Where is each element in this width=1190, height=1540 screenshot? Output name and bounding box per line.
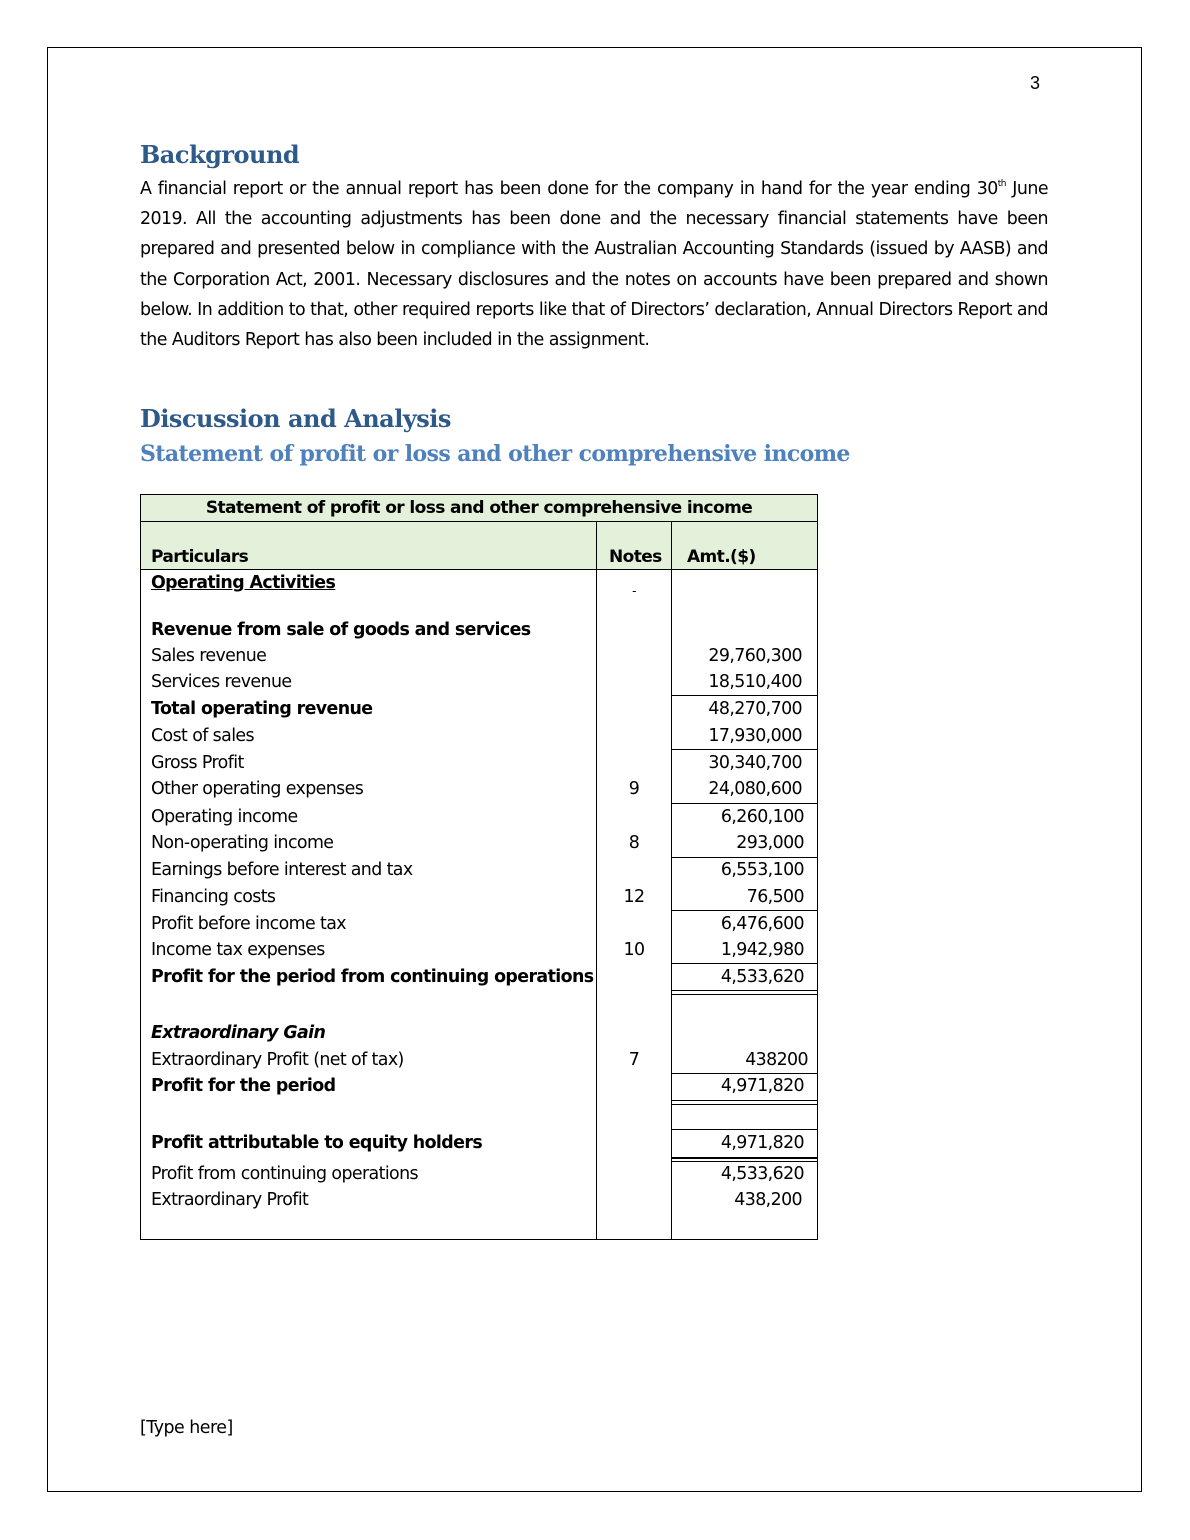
row-amount: 18,510,400	[708, 672, 802, 692]
table-row	[141, 1187, 817, 1213]
row-amount: 4,971,820	[720, 1133, 804, 1153]
row-label: Other operating expenses	[151, 779, 364, 799]
row-amount: 293,000	[736, 833, 804, 853]
row-amount: 30,340,700	[708, 753, 802, 773]
row-amount: 438200	[745, 1050, 808, 1070]
paragraph-text-2: June 2019. All the accounting adjustments has been done and the necessary financial statements have been prepared and presented below in compliance with the Australian Accounting Standards (issued by AASB) and the Corporation Act, 2001. Necessary disclosures and the notes on accounts have been prepared and shown below. In addition to that, other required reports like that of Directors’ declaration, Annual Directors Report and the Auditors Report has also been included in the assignment.	[140, 179, 1048, 351]
table-row	[141, 1161, 817, 1187]
row-amount: 438,200	[734, 1190, 802, 1210]
row-label: Profit for the period	[151, 1076, 336, 1096]
table-row	[141, 1020, 817, 1046]
row-amount: 4,971,820	[720, 1076, 804, 1096]
row-label: Services revenue	[151, 672, 292, 692]
table-row	[141, 750, 817, 776]
ordinal-suffix: th	[997, 179, 1006, 189]
table-row	[141, 696, 817, 722]
column-header-notes: Notes	[609, 547, 662, 567]
row-amount: 4,533,620	[720, 1164, 804, 1184]
row-amount: 6,260,100	[720, 807, 804, 827]
row-note: 12	[623, 887, 645, 907]
background-paragraph	[140, 174, 1048, 355]
table-row	[141, 669, 817, 695]
row-label: Extraordinary Gain	[151, 1023, 326, 1043]
row-amount: 17,930,000	[708, 726, 802, 746]
row-note: 10	[623, 940, 645, 960]
row-note: -	[632, 584, 636, 598]
table-header-row	[141, 522, 817, 570]
background-heading: Background	[140, 140, 300, 169]
table-row	[141, 964, 817, 990]
row-label: Gross Profit	[151, 753, 244, 773]
row-amount: 76,500	[746, 887, 804, 907]
row-label: Cost of sales	[151, 726, 254, 746]
total-double-line	[672, 990, 817, 995]
table-row	[141, 857, 817, 883]
income-statement-table	[140, 494, 818, 1240]
row-amount: 48,270,700	[708, 699, 802, 719]
table-row	[141, 570, 817, 596]
row-label: Extraordinary Profit (net of tax)	[151, 1050, 404, 1070]
row-amount: 29,760,300	[708, 646, 802, 666]
row-label: Profit for the period from continuing operations	[151, 967, 594, 987]
table-row	[141, 1130, 817, 1156]
total-double-line	[672, 1100, 817, 1105]
column-header-amount: Amt.($)	[687, 547, 756, 567]
table-title: Statement of profit or loss and other comprehensive income	[141, 495, 817, 522]
row-label: Extraordinary Profit	[151, 1190, 309, 1210]
table-row	[141, 776, 817, 802]
page-number: 3	[1030, 73, 1041, 93]
row-note: 8	[628, 833, 640, 853]
table-row	[141, 937, 817, 963]
table-row	[141, 884, 817, 910]
row-label: Profit attributable to equity holders	[151, 1133, 483, 1153]
row-amount: 6,476,600	[720, 914, 804, 934]
row-label: Profit before income tax	[151, 914, 346, 934]
row-label: Total operating revenue	[151, 699, 373, 719]
table-row	[141, 723, 817, 749]
row-label: Operating income	[151, 807, 298, 827]
discussion-heading: Discussion and Analysis	[140, 404, 451, 433]
paragraph-text-1: A financial report or the annual report has been done for the company in hand for the year ending 30	[140, 179, 998, 199]
table-row	[141, 643, 817, 669]
row-label: Profit from continuing operations	[151, 1164, 418, 1184]
row-label: Financing costs	[151, 887, 276, 907]
row-amount: 4,533,620	[720, 967, 804, 987]
row-label: Operating Activities	[151, 573, 336, 593]
row-label: Income tax expenses	[151, 940, 325, 960]
row-note: 9	[628, 779, 640, 799]
table-row	[141, 830, 817, 856]
row-label: Sales revenue	[151, 646, 267, 666]
row-label: Revenue from sale of goods and services	[151, 620, 531, 640]
row-amount: 1,942,980	[720, 940, 804, 960]
row-amount: 6,553,100	[720, 860, 804, 880]
table-row	[141, 617, 817, 643]
table-row	[141, 1073, 817, 1099]
column-header-particulars: Particulars	[151, 547, 249, 567]
table-row	[141, 804, 817, 830]
row-label: Earnings before interest and tax	[151, 860, 413, 880]
footer-placeholder: [Type here]	[140, 1418, 233, 1438]
table-row	[141, 911, 817, 937]
row-note: 7	[628, 1050, 640, 1070]
row-amount: 24,080,600	[708, 779, 802, 799]
row-label: Non-operating income	[151, 833, 334, 853]
table-row	[141, 1047, 817, 1073]
statement-subheading: Statement of profit or loss and other comprehensive income	[140, 441, 850, 467]
